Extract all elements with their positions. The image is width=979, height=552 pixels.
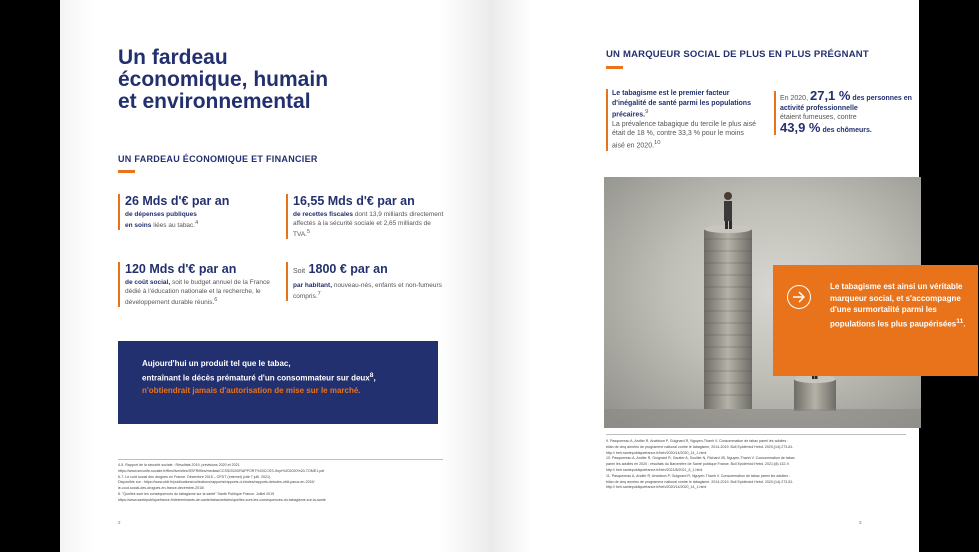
stat-description: de dépenses publiques en soins liées au tabac.$^4$ [125,211,199,230]
section-title: UN FARDEAU ÉCONOMIQUE ET FINANCIER [118,154,318,164]
stat-description: de coût social, soit le budget annuel de la France dédié à l'éducation nationale et la recherche, le développement durable réunis.$^6$ [125,279,270,307]
footnotes-right: 9. Pasquereau A, Andler R, Arwidson P, Guignard R, Nguyen-Thanh V. Consommation de tabac parmi les adultes : bilan de cinq années de programme national contre le tabagisme, 2014-2019. Bull Epidémiol Hebd. 2020;(14):273-81. http:// beh.santepubliquefrance.fr/beh/2020/14/2020_14_1.html 10. Pasquereau A, Andler R, Guignard R, Gautier A, Soullier N, Richard JB, Nguyen-Thanh V. Consommation de tabac parmi les adultes en 2020 : résultats du Baromètre de Santé publique France. Bull Epidémiol Hebd. 2021;(8):132-9. http:// beh.santepubliquefrance.fr/beh/2021/8/2021_8_1.html 11. Pasquereau A, Andler R, Arwidson P, Guignard R, Nguyen-Thanh V. Consommation de tabac parmi les adultes : bilan de cinq années de programme national contre le tabagisme, 2014-2019. Bull Epidémiol Hebd. 2020;(14):273-81. http:// beh.santepubliquefrance.fr/beh/2020/14/2020_14_1.html [606,439,795,490]
stat-value: Soit 1800 € par an [293,262,388,276]
arrow-right-circle-icon [787,285,811,309]
right-page [489,0,966,552]
brochure-spread [60,0,966,552]
section-accent-bar [118,170,135,173]
quote-highlight: n'obtiendrait jamais d'autorisation de mise sur le marché. [142,385,361,395]
title-line-2: économique, humain [118,68,329,91]
stat-public-spending [118,194,275,230]
employment-stat: En 2020, 27,1 % des personnes en activité professionnelle étaient fumeuses, contre 43,9 % des chômeurs. [774,91,920,135]
title-line-3: et environnemental [118,90,311,113]
title-line-1: Un fardeau [118,46,228,69]
stat-per-inhabitant [286,262,448,301]
stat-social-cost [118,262,275,307]
footnote-divider [606,434,906,435]
stat-description: de recettes fiscales dont 13,9 milliards directement affectés à la sécurité sociale et 2,65 milliards de TVA.$^5$ [293,211,444,239]
quote-box: Aujourd'hui un produit tel que le tabac, entraînant le décès prématuré d'un consommateur sur deux$^8$, n'obtiendrait jamais d'autorisation de mise sur le marché. [118,341,438,424]
page-title [118,47,378,113]
stat-tax-revenue [286,194,448,239]
inequality-text: Le tabagisme est le premier facteur d'inégalité de santé parmi les populations précaires.$^9$ La prévalence tabagique du tercile le plus aisé était de 18 %, contre 33,3 % pour le moins aisé en 2020.10 [606,89,757,151]
left-page [60,0,489,552]
section-accent-bar [606,66,623,69]
stat-value: 26 Mds d'€ par an [125,194,230,208]
page-number-right: 3 [859,520,862,525]
page-number-left: 2 [118,520,121,525]
footnotes-left: 4-5. Rapport de la sécurité sociale : Résultats 2019, prévisions 2020 et 2021 https://www.securite-sociale.fr/files/live/sites/SSFR/files/medias/CCSS/2020/RAPPORT%20CCSS-Sept%202020%20-TOME1.pdf 6-7. Le coût social des drogues en France. Décembre 2015 – OFDT (Internet) (cité 7 juill. 2021). Disponible sur : https://www.ofdt.fr/publications/collections/rapports/rapports-d-etudes/rapports-detudes-ofdt-parus-en-2015/ le-cout-social-des-drogues-en-france-decembre-2015/ 8. "Quelles sont les conséquences du tabagisme sur la santé" Santé Publique France. Juillet 2019 https://www.santepubliquefrance.fr/determinants-de-sante/tabac/articles/quelles-sont-les-consequences-du-tabagisme-sur-la-sante [118,463,326,502]
stat-value: 16,55 Mds d'€ par an [293,194,415,208]
stat-value: 120 Mds d'€ par an [125,262,237,276]
callout-box: Le tabagisme est ainsi un véritable marqueur social, et s'accompagne d'une surmortalité parmi les populations les plus paupérisées$^{11}$. [773,265,978,376]
stat-description: par habitant, nouveau-nés, enfants et non-fumeurs compris.$^7$ [293,282,442,301]
section-title: UN MARQUEUR SOCIAL DE PLUS EN PLUS PRÉGNANT [606,49,869,60]
callout-text: Le tabagisme est ainsi un véritable marqueur social, et s'accompagne d'une surmortalité parmi les populations les plus paupérisées [830,282,963,329]
footnote-divider [118,459,443,460]
